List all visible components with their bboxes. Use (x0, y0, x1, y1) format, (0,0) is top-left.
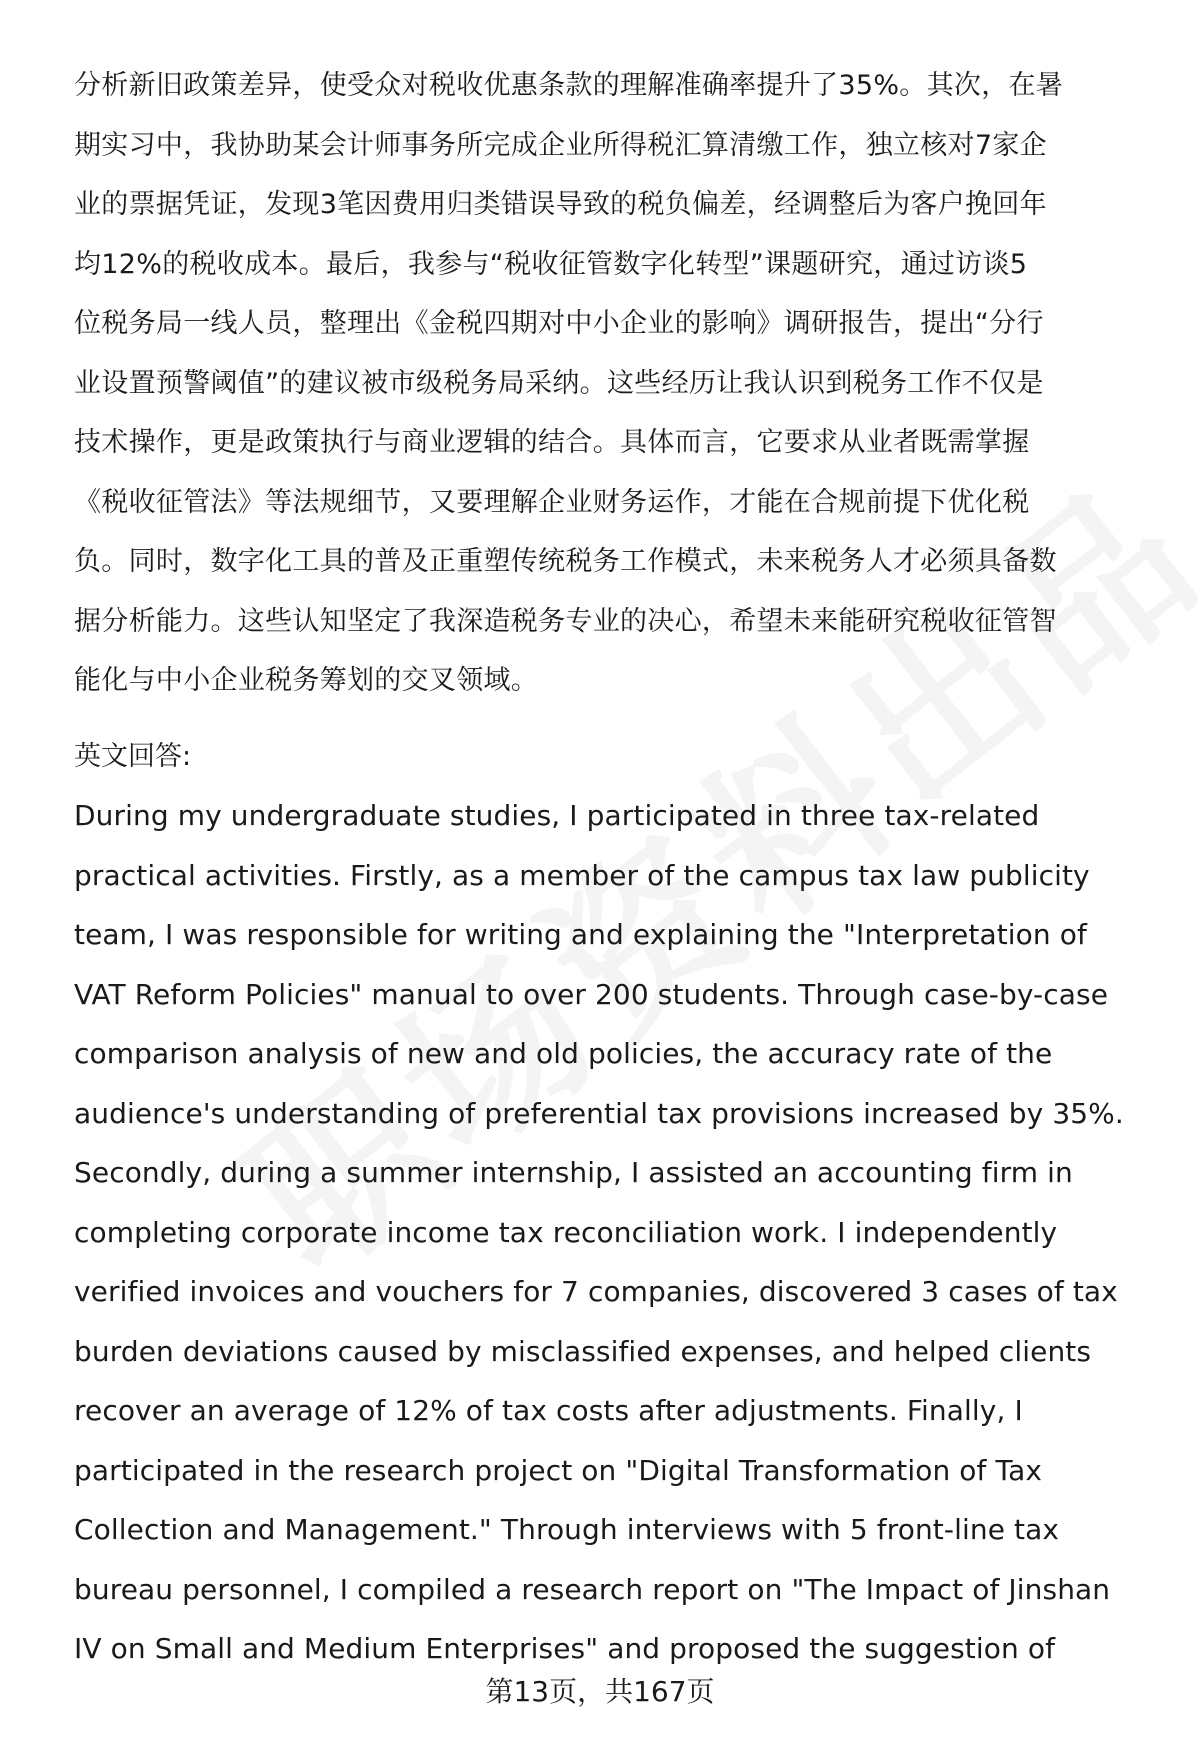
english-paragraph-line: practical activities. Firstly, as a member of the campus tax law publicity (74, 858, 1090, 892)
chinese-paragraph-line: 均12%的税收成本。最后，我参与“税收征管数字化转型”课题研究，通过访谈5 (74, 248, 1028, 280)
english-paragraph-line: participated in the research project on "Digital Transformation of Tax (74, 1453, 1042, 1487)
chinese-paragraph-line: 业的票据凭证，发现3笔因费用归类错误导致的税负偏差，经调整后为客户挽回年 (74, 189, 1047, 220)
english-paragraph-line: verified invoices and vouchers for 7 companies, discovered 3 cases of tax (74, 1275, 1118, 1308)
english-paragraph-line: completing corporate income tax reconciliation work. I independently (74, 1215, 1058, 1249)
english-paragraph-line: During my undergraduate studies, I participated in three tax-related (74, 799, 1040, 832)
english-paragraph-line: VAT Reform Policies" manual to over 200 students. Through case-by-case (74, 977, 1109, 1011)
chinese-paragraph-line: 负。同时，数字化工具的普及正重塑传统税务工作模式，未来税务人才必须具备数 (74, 546, 1057, 577)
chinese-paragraph-line: 业设置预警阈值”的建议被市级税务局采纳。这些经历让我认识到税务工作不仅是 (74, 367, 1044, 399)
chinese-paragraph-line: 能化与中小企业税务筹划的交叉领域。 (74, 665, 539, 696)
chinese-paragraph-line: 位税务局一线人员，整理出《金税四期对中小企业的影响》调研报告，提出“分行 (74, 308, 1044, 339)
english-paragraph-line: IV on Small and Medium Enterprises" and proposed the suggestion of (74, 1632, 1056, 1665)
english-paragraph-line: burden deviations caused by misclassified expenses, and helped clients (74, 1334, 1092, 1368)
english-paragraph-line: Collection and Management." Through interviews with 5 front-line tax (74, 1513, 1060, 1546)
english-answer-heading: 英文回答: (74, 740, 192, 772)
chinese-paragraph-line: 分析新旧政策差异，使受众对税收优惠条款的理解准确率提升了35%。其次，在暑 (74, 70, 1064, 101)
english-paragraph-line: bureau personnel, I compiled a research report on "The Impact of Jinshan (74, 1572, 1111, 1606)
chinese-paragraph-line: 技术操作，更是政策执行与商业逻辑的结合。具体而言，它要求从业者既需掌握 (74, 427, 1030, 458)
english-paragraph-line: audience's understanding of preferential tax provisions increased by 35%. (74, 1096, 1124, 1130)
english-paragraph-line: Secondly, during a summer internship, I assisted an accounting firm in (74, 1156, 1073, 1189)
english-paragraph-line: recover an average of 12% of tax costs after adjustments. Finally, I (74, 1394, 1023, 1427)
document-page (74, 56, 1144, 1679)
english-paragraph-line: comparison analysis of new and old policies, the accuracy rate of the (74, 1037, 1053, 1070)
english-answer-paragraph (74, 786, 1144, 1679)
chinese-paragraph-line: 《税收征管法》等法规细节，又要理解企业财务运作，才能在合规前提下优化税 (74, 486, 1030, 518)
page-number-footer: 第13页，共167页 (485, 1675, 715, 1708)
chinese-answer-paragraph (74, 56, 1144, 711)
english-paragraph-line: team, I was responsible for writing and explaining the "Interpretation of (74, 918, 1087, 951)
chinese-paragraph-line: 期实习中，我协助某会计师事务所完成企业所得税汇算清缴工作，独立核对7家企 (74, 129, 1047, 161)
chinese-paragraph-line: 据分析能力。这些认知坚定了我深造税务专业的决心，希望未来能研究税收征管智 (74, 605, 1057, 637)
